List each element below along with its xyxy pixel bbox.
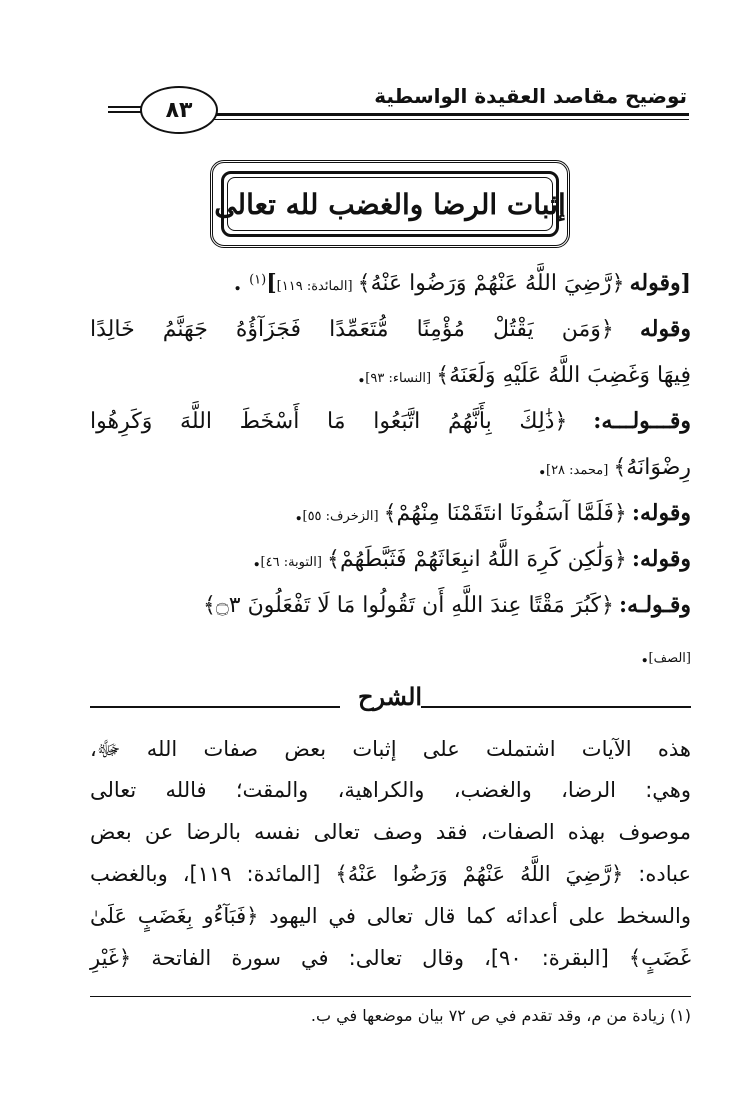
running-title: توضيح مقاصد العقيدة الواسطية [374, 84, 687, 108]
page-number: ٨٣ [140, 86, 218, 134]
body-line: عباده: ﴿رَّضِيَ اللَّهُ عَنْهُمْ وَرَضُوا عَنْهُ﴾ [المائدة: ١١٩]، وبالغضب [90, 862, 691, 886]
verse-end: . [640, 642, 649, 668]
footnote-rule [90, 996, 691, 997]
verse-label: [وقوله [629, 270, 691, 296]
verse-text: فِيهَا وَغَضِبَ اللَّهُ عَلَيْهِ وَلَعَنَهُ﴾ [436, 363, 691, 388]
verse-reference: [محمد: ٢٨] [545, 463, 609, 478]
footnote-mark: (١) [249, 272, 267, 288]
body-line: غَضَبٍ﴾ [البقرة: ٩٠]، وقال تعالى: في سورة الفاتحة ﴿غَيْرِ [90, 946, 691, 970]
verse-label: وقـولـه: [618, 592, 691, 618]
verse-label: وقوله: [631, 546, 691, 572]
sharh-heading: الشرح [357, 682, 423, 711]
verse-end: . [252, 546, 261, 572]
verse-line [90, 408, 691, 434]
verse-reference: [المائدة: ١١٩] [276, 279, 353, 294]
footnote: (١) زيادة من م، وقد تقدم في ص ٧٢ بيان موضعها في ب. [310, 1006, 691, 1025]
section-title-frame [210, 160, 570, 248]
sharh-rule-right [421, 706, 691, 708]
verse-line [90, 500, 691, 526]
verse-reference: [النساء: ٩٣] [365, 371, 432, 386]
verse-line [90, 546, 691, 572]
body-line: هذه الآيات اشتملت على إثبات بعض صفات الله ﷻ، [90, 737, 691, 761]
section-title: إثبات الرضا والغضب لله تعالى [214, 187, 566, 221]
verse-line [90, 454, 691, 480]
verse-end: . [538, 454, 546, 480]
verse-text: رِضْوَانَهُ﴾ [613, 455, 691, 480]
verse-text: ﴿فَلَمَّا آسَفُونَا انتَقَمْنَا مِنْهُمْ﴾ [383, 501, 627, 526]
verse-end: . [294, 500, 303, 526]
body-line: وهي: الرضا، والغضب، والكراهية، والمقت؛ فالله تعالى [90, 778, 691, 802]
verse-label: وقوله: [631, 500, 691, 526]
verse-label: وقـــولـــه: [593, 408, 691, 434]
verse-line [90, 316, 691, 342]
body-line: موصوف بهذه الصفات، فقد وصف تعالى نفسه بالرضا عن بعض [90, 820, 691, 844]
verse-text: ﴿كَبُرَ مَقْتًا عِندَ اللَّهِ أَن تَقُولُوا مَا لَا تَفْعَلُونَ ۝٣﴾ [202, 593, 614, 618]
verse-label: وقوله [639, 316, 691, 342]
verse-reference: [الزخرف: ٥٥] [302, 509, 379, 524]
verse-line [90, 592, 691, 618]
sharh-rule-left [90, 706, 340, 708]
verse-line [90, 362, 691, 388]
verse-end: . [233, 270, 250, 296]
verse-text: ﴿ذَٰلِكَ بِأَنَّهُمُ اتَّبَعُوا مَا أَسْخَطَ اللَّهَ وَكَرِهُوا [90, 409, 568, 434]
verse-text: ﴿وَمَن يَقْتُلْ مُؤْمِنًا مُّتَعَمِّدًا فَجَزَآؤُهُ جَهَنَّمُ خَالِدًا [90, 317, 614, 342]
verse-line [90, 642, 691, 668]
verse-bracket: ] [266, 270, 277, 296]
header-rule [212, 113, 689, 120]
verse-reference: [الصف] [648, 651, 691, 666]
verse-text: ﴿رَّضِيَ اللَّهُ عَنْهُمْ وَرَضُوا عَنْهُ﴾ [357, 271, 625, 296]
verse-text: ﴿وَلَٰكِن كَرِهَ اللَّهُ انبِعَاثَهُمْ فَثَبَّطَهُمْ﴾ [327, 547, 627, 572]
verse-end: . [357, 362, 366, 388]
verse-line [90, 270, 691, 296]
body-line: والسخط على أعدائه كما قال تعالى في اليهود ﴿فَبَآءُو بِغَضَبٍ عَلَىٰ [90, 904, 691, 928]
verse-reference: [التوبة: ٤٦] [260, 555, 322, 570]
